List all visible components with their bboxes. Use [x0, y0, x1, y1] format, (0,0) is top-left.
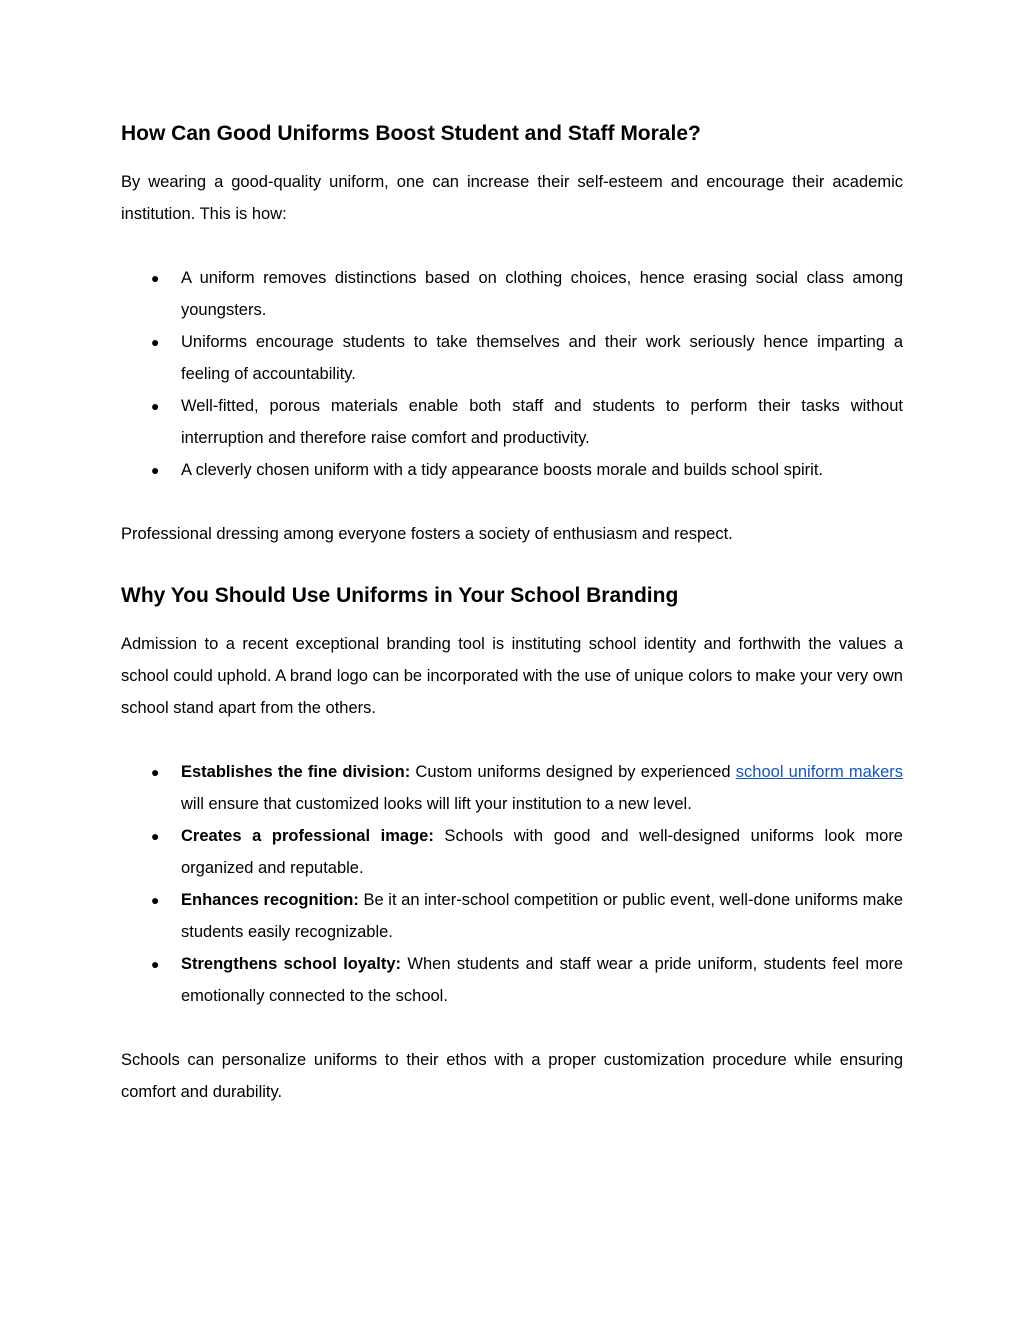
list-item-text: Well-fitted, porous materials enable both staff and students to perform their tasks without interruption and therefore raise comfort and productivity. — [181, 397, 903, 447]
section-heading-morale: How Can Good Uniforms Boost Student and Staff Morale? — [121, 122, 701, 145]
bullet-icon: ● — [151, 462, 160, 478]
list-item-title: Establishes the fine division: — [181, 763, 411, 781]
bullet-icon: ● — [151, 764, 160, 780]
section-intro-morale: By wearing a good-quality uniform, one can increase their self-esteem and encourage their academic institution. This is how: — [121, 173, 903, 223]
list-item-text: Schools with good and well-designed uniforms look more organized and reputable. — [181, 827, 903, 877]
list-item-text: When students and staff wear a pride uniform, students feel more emotionally connected to the school. — [181, 955, 904, 1005]
list-item — [121, 390, 903, 454]
list-item — [121, 948, 903, 1012]
list-item-text: Custom uniforms designed by experienced — [410, 763, 736, 781]
section-heading-branding: Why You Should Use Uniforms in Your School Branding — [121, 584, 679, 607]
list-item-title: Creates a professional image: — [181, 827, 434, 845]
list-item-text: will ensure that customized looks will lift your institution to a new level. — [181, 795, 692, 813]
school-uniform-makers-link[interactable]: school uniform makers — [735, 763, 903, 781]
bullet-icon: ● — [151, 270, 160, 286]
morale-bullet-list — [121, 262, 903, 486]
bullet-icon: ● — [151, 828, 160, 844]
bullet-icon: ● — [151, 334, 160, 350]
section-closing-morale: Professional dressing among everyone fosters a society of enthusiasm and respect. — [121, 525, 733, 543]
list-item-text: Uniforms encourage students to take themselves and their work seriously hence imparting a feeling of accountability. — [181, 333, 903, 383]
section-intro-branding: Admission to a recent exceptional branding tool is instituting school identity and forthwith the values a school could uphold. A brand logo can be incorporated with the use of unique colors to make your very own school stand apart from the others. — [121, 635, 903, 717]
bullet-icon: ● — [151, 956, 160, 972]
list-item-text: A uniform removes distinctions based on clothing choices, hence erasing social class among youngsters. — [181, 269, 903, 319]
list-item-title: Enhances recognition: — [181, 891, 359, 909]
list-item-title: Strengthens school loyalty: — [181, 955, 401, 973]
list-item — [121, 884, 903, 948]
list-item-text: A cleverly chosen uniform with a tidy appearance boosts morale and builds school spirit. — [181, 461, 824, 479]
bullet-icon: ● — [151, 892, 160, 908]
list-item — [121, 756, 903, 820]
list-item — [121, 820, 903, 884]
list-item — [121, 454, 903, 486]
list-item-text: Be it an inter-school competition or public event, well-done uniforms make students easily recognizable. — [181, 891, 903, 941]
list-item — [121, 326, 903, 390]
bullet-icon: ● — [151, 398, 160, 414]
branding-bullet-list — [121, 756, 903, 1012]
list-item — [121, 262, 903, 326]
document-page — [121, 118, 903, 1108]
section-closing-branding: Schools can personalize uniforms to their ethos with a proper customization procedure while ensuring comfort and durability. — [121, 1051, 903, 1101]
